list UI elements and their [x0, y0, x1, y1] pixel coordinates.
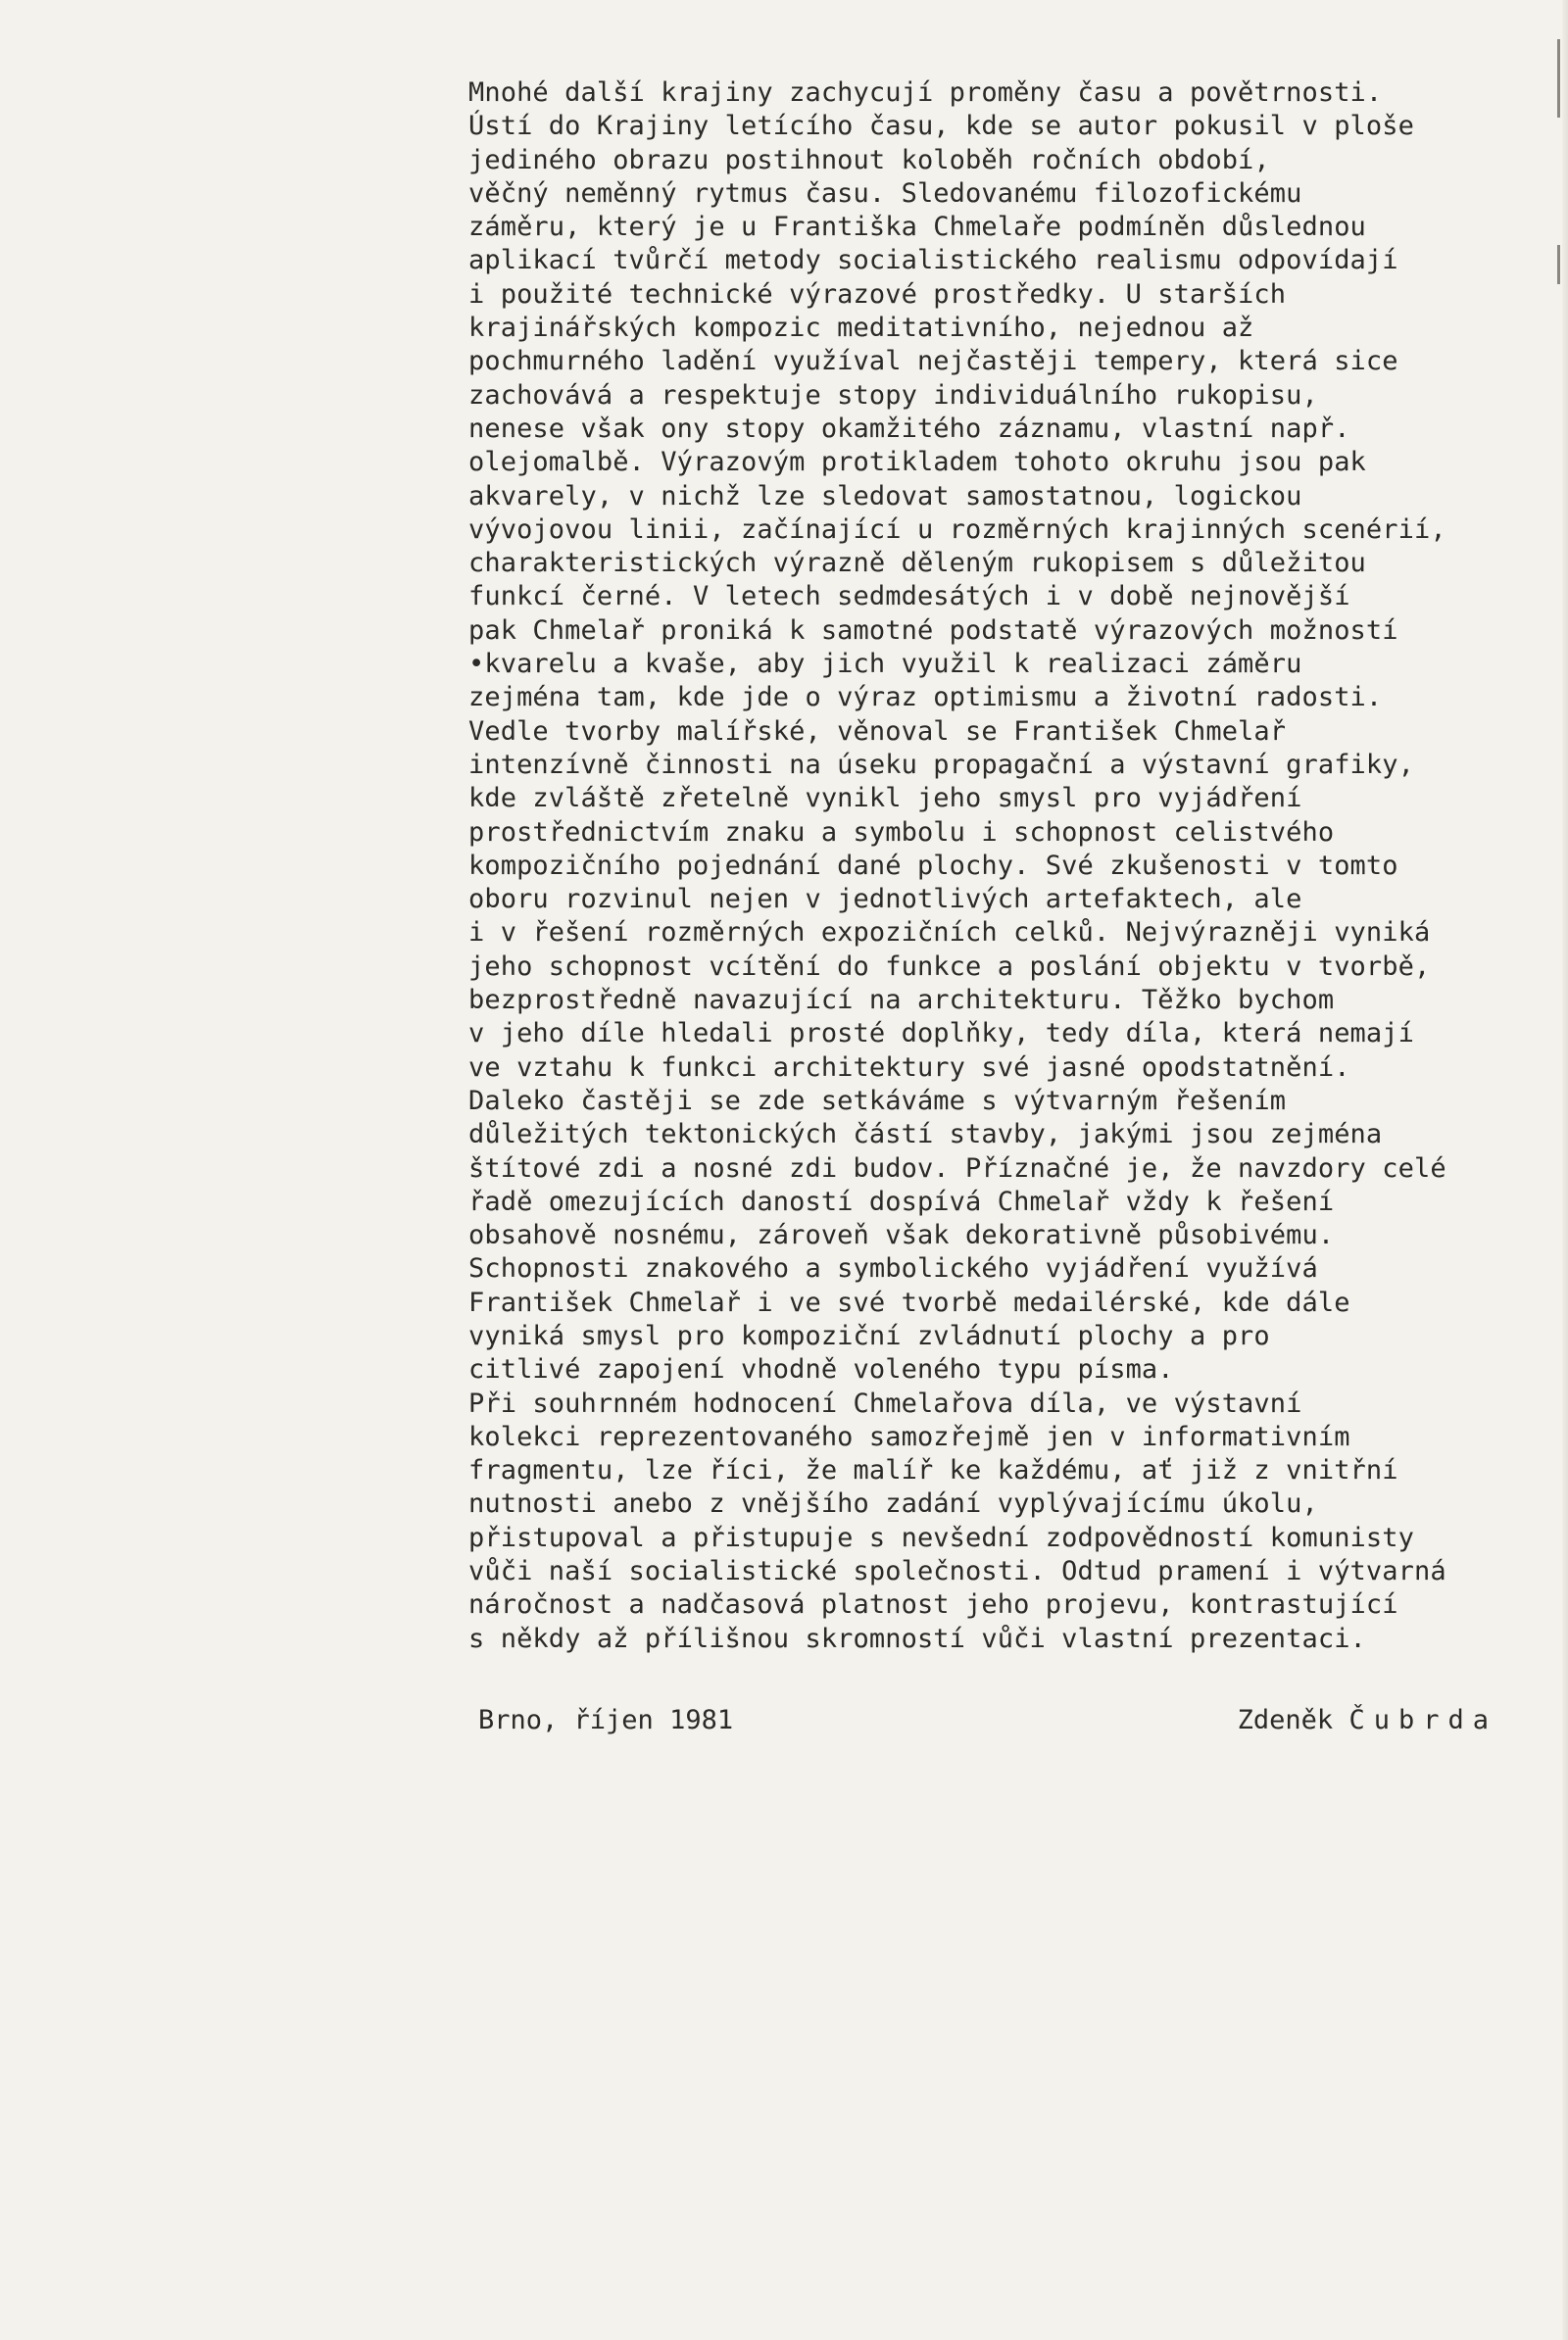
text-line: Schopnosti znakového a symbolického vyjádření využívá	[468, 1253, 1318, 1285]
text-line: s někdy až přílišnou skromností vůči vlastní prezentaci.	[468, 1623, 1366, 1654]
text-line: pochmurného ladění využíval nejčastěji tempery, která sice	[468, 346, 1398, 377]
margin-mark	[1557, 39, 1560, 118]
text-line: Mnohé další krajiny zachycují proměny času a povětrnosti.	[468, 77, 1383, 108]
text-line: intenzívně činnosti na úseku propagační a výstavní grafiky,	[468, 749, 1414, 780]
text-line: přistupoval a přistupuje s nevšední zodpovědností komunisty	[468, 1522, 1414, 1553]
text-line: funkcí černé. V letech sedmdesátých i v době nejnovější	[468, 581, 1350, 612]
text-line: kompozičního pojednání dané plochy. Své zkušenosti v tomto	[468, 850, 1398, 881]
text-line: ve vztahu k funkci architektury své jasné opodstatnění.	[468, 1051, 1350, 1083]
text-line: Při souhrnném hodnocení Chmelařova díla, ve výstavní	[468, 1388, 1302, 1419]
text-line: i v řešení rozměrných expozičních celků. Nejvýrazněji vyniká	[468, 917, 1431, 949]
text-line: charakteristických výrazně děleným rukopisem s důležitou	[468, 548, 1366, 579]
text-line: oboru rozvinul nejen v jednotlivých artefaktech, ale	[468, 884, 1302, 915]
text-line: Daleko častěji se zde setkáváme s výtvarným řešením	[468, 1085, 1287, 1116]
text-line: fragmentu, lze říci, že malíř ke každému, ať již z vnitřní	[468, 1455, 1398, 1487]
body-text	[468, 76, 1507, 1656]
text-line: Vedle tvorby malířské, věnoval se František Chmelař	[468, 715, 1287, 747]
text-line: jeho schopnost vcítění do funkce a poslání objektu v tvorbě,	[468, 951, 1431, 982]
text-line: aplikací tvůrčí metody socialistického realismu odpovídají	[468, 245, 1398, 276]
text-line: nenese však ony stopy okamžitého záznamu, vlastní např.	[468, 413, 1350, 444]
text-line: vývojovou linii, začínající u rozměrných krajinných scenérií,	[468, 513, 1446, 545]
text-line: kde zvláště zřetelně vynikl jeho smysl pro vyjádření	[468, 783, 1302, 814]
text-line: pak Chmelař proniká k samotné podstatě výrazových možností	[468, 614, 1398, 646]
text-line: věčný neměnný rytmus času. Sledovanému filozofickému	[468, 177, 1302, 209]
text-line: citlivé zapojení vhodně voleného typu písma.	[468, 1354, 1174, 1386]
text-line: olejomalbě. Výrazovým protikladem tohoto okruhu jsou pak	[468, 447, 1366, 478]
page-edge	[1562, 0, 1568, 2340]
text-line: akvarely, v nichž lze sledovat samostatnou, logickou	[468, 480, 1302, 512]
text-line: záměru, který je u Františka Chmelaře podmíněn důslednou	[468, 212, 1366, 243]
text-line: krajinářských kompozic meditativního, nejednou až	[468, 313, 1254, 344]
place-date: Brno, říjen 1981	[478, 1705, 734, 1735]
text-line: prostřednictvím znaku a symbolu i schopnost celistvého	[468, 816, 1335, 848]
text-line: bezprostředně navazující na architekturu. Těžko bychom	[468, 985, 1335, 1016]
signature-footer	[478, 1705, 1497, 1744]
text-line: náročnost a nadčasová platnost jeho projevu, kontrastující	[468, 1589, 1398, 1621]
text-line: jediného obrazu postihnout koloběh ročních období,	[468, 144, 1270, 175]
text-line: Ústí do Krajiny letícího času, kde se autor pokusil v ploše	[468, 111, 1414, 142]
text-line: štítové zdi a nosné zdi budov. Příznačné je, že navzdory celé	[468, 1152, 1446, 1184]
text-line: zejména tam, kde jde o výraz optimismu a životní radosti.	[468, 682, 1383, 713]
author-first-name: Zdeněk	[1237, 1705, 1334, 1735]
author-name	[1238, 1705, 1497, 1735]
text-line: František Chmelař i ve své tvorbě medailérské, kde dále	[468, 1287, 1350, 1318]
text-line: zachovává a respektuje stopy individuálního rukopisu,	[468, 379, 1318, 411]
text-line: i použité technické výrazové prostředky. U starších	[468, 278, 1287, 310]
text-line: v jeho díle hledali prosté doplňky, tedy díla, která nemají	[468, 1018, 1414, 1049]
text-line: kolekci reprezentovaného samozřejmě jen v informativním	[468, 1421, 1350, 1452]
author-last-name: Čubrda	[1348, 1705, 1497, 1735]
text-line: obsahově nosnému, zároveň však dekorativně působivému.	[468, 1220, 1335, 1251]
margin-mark	[1557, 245, 1560, 284]
text-line: vyniká smysl pro kompoziční zvládnutí plochy a pro	[468, 1320, 1270, 1351]
text-line: nutnosti anebo z vnějšího zadání vyplývajícímu úkolu,	[468, 1488, 1318, 1520]
text-line: vůči naší socialistické společnosti. Odtud pramení i výtvarná	[468, 1556, 1446, 1587]
text-line: •kvarelu a kvaše, aby jich využil k realizaci záměru	[468, 649, 1302, 680]
text-line: řadě omezujících daností dospívá Chmelař vždy k řešení	[468, 1186, 1335, 1217]
text-line: důležitých tektonických částí stavby, jakými jsou zejména	[468, 1119, 1383, 1150]
